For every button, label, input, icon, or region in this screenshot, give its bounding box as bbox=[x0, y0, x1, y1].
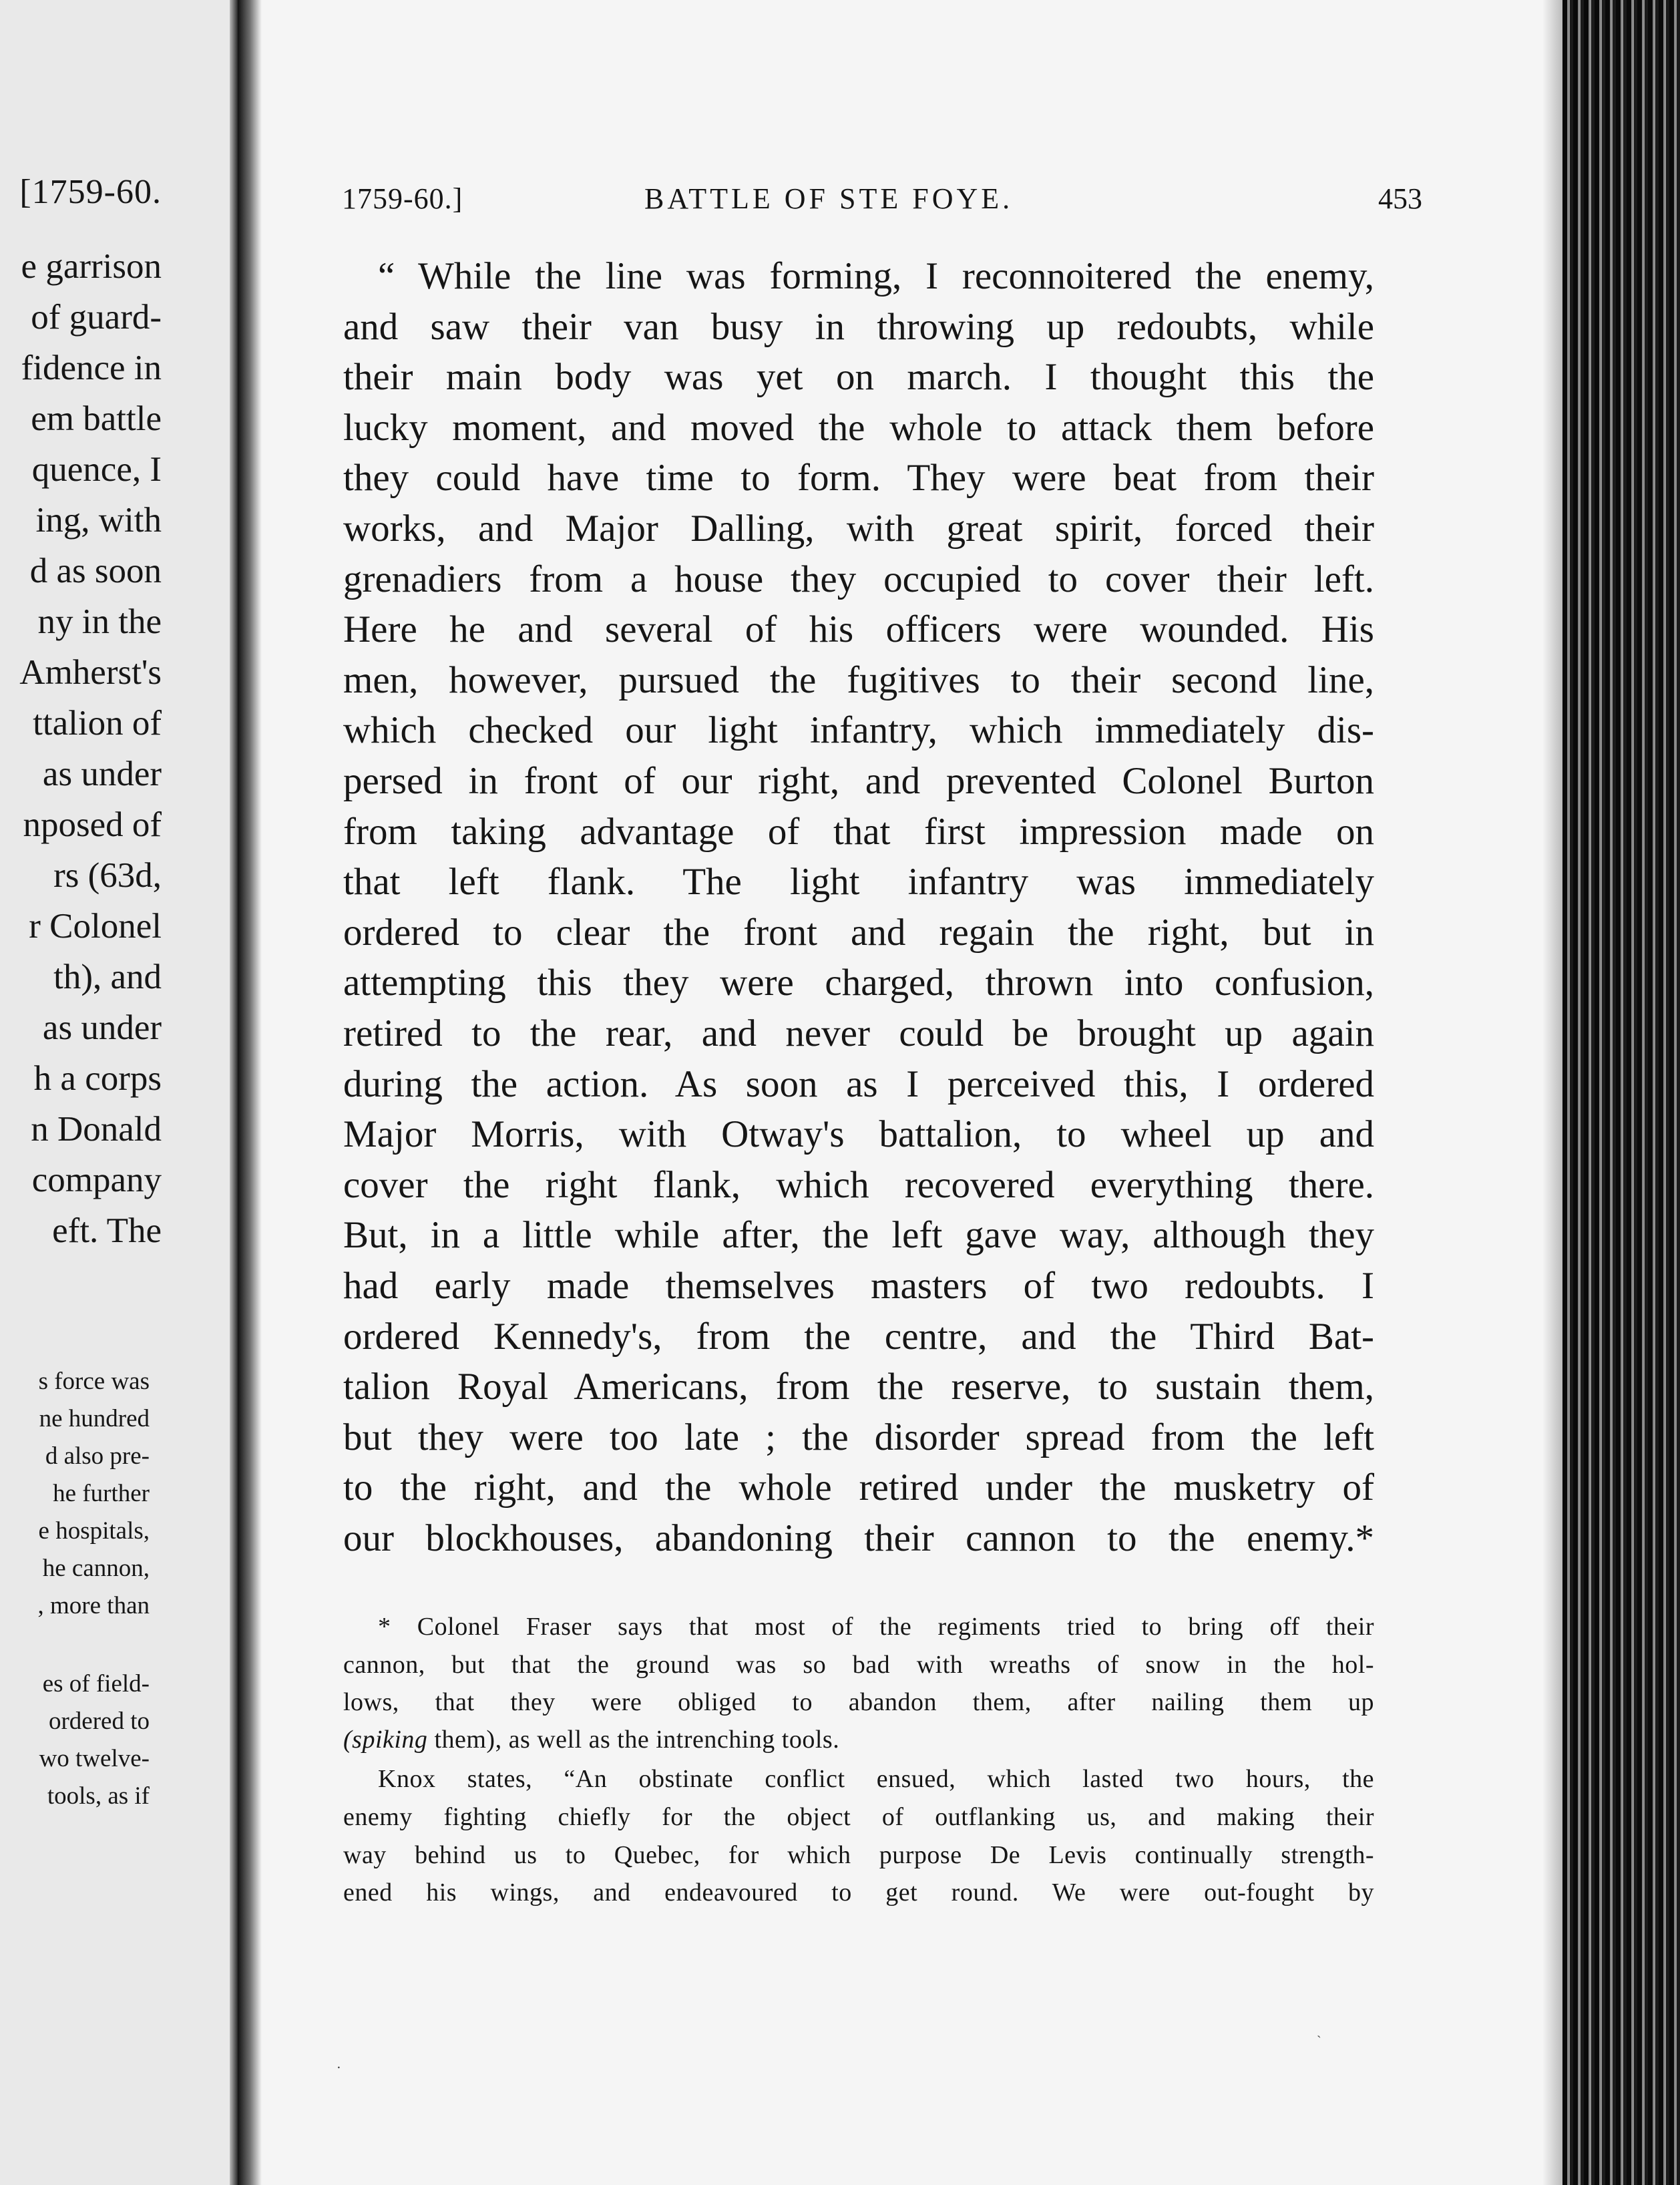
page-number: 453 bbox=[1378, 182, 1422, 215]
left-page-footnote-line: es of field- bbox=[42, 1670, 150, 1698]
left-page-line: Amherst's bbox=[19, 653, 162, 692]
left-page-line: ttalion of bbox=[33, 704, 162, 743]
left-page-line: d as soon bbox=[29, 552, 162, 590]
body-line: lucky moment, and moved the whole to attack them before bbox=[343, 406, 1374, 449]
left-page-footnote-line: ordered to bbox=[48, 1708, 150, 1735]
left-page-line: n Donald bbox=[31, 1110, 162, 1149]
left-page-footnote-line: wo twelve- bbox=[39, 1745, 150, 1772]
running-head bbox=[342, 182, 1562, 222]
body-line: Here he and several of his officers were wounded. His bbox=[343, 608, 1374, 651]
left-page-line: company bbox=[31, 1161, 162, 1199]
left-page-running-head: [1759-60. bbox=[19, 173, 162, 211]
left-page-line: as under bbox=[42, 755, 162, 793]
left-page-line: ing, with bbox=[35, 501, 162, 540]
left-page-line: of guard- bbox=[31, 298, 162, 337]
body-line: to the right, and the whole retired under the musketry of bbox=[343, 1466, 1374, 1509]
footnote-line: ened his wings, and endeavoured to get round. We were out-fought by bbox=[343, 1878, 1374, 1907]
body-line: grenadiers from a house they occupied to cover their left. bbox=[343, 558, 1374, 600]
body-line: our blockhouses, abandoning their cannon to the enemy.* bbox=[343, 1517, 1374, 1559]
body-line: ordered to clear the front and regain the right, but in bbox=[343, 911, 1374, 954]
left-page-line: em battle bbox=[31, 399, 162, 438]
left-page-line: r Colonel bbox=[29, 907, 162, 946]
running-head-title: BATTLE OF STE FOYE. bbox=[644, 182, 1014, 215]
left-page-line: quence, I bbox=[31, 450, 162, 489]
right-page-edge-shadow bbox=[1542, 0, 1562, 2185]
body-line: talion Royal Americans, from the reserve, to sustain them, bbox=[343, 1366, 1374, 1408]
left-page-footnote-line: , more than bbox=[37, 1592, 150, 1619]
left-page-fragment bbox=[0, 0, 238, 2185]
left-page-line: ny in the bbox=[37, 602, 162, 641]
left-page-footnote-line: e hospitals, bbox=[38, 1517, 150, 1545]
body-line: persed in front of our right, and prevented Colonel Burton bbox=[343, 760, 1374, 802]
footnote-line-rest: them), as well as the intrenching tools. bbox=[427, 1726, 840, 1754]
body-line: they could have time to form. They were beat from their bbox=[343, 457, 1374, 500]
body-line: attempting this they were charged, thrown into confusion, bbox=[343, 962, 1374, 1004]
body-line: Major Morris, with Otway's battalion, to wheel up and bbox=[343, 1113, 1374, 1156]
left-page-line: fidence in bbox=[21, 349, 162, 387]
right-page-gutter-shadow bbox=[238, 0, 262, 2185]
body-line: ordered Kennedy's, from the centre, and the Third Bat- bbox=[343, 1315, 1374, 1358]
body-line: had early made themselves masters of two redoubts. I bbox=[343, 1265, 1374, 1307]
left-page-footnote-line: he cannon, bbox=[42, 1555, 150, 1582]
left-page-gutter-shadow bbox=[230, 0, 238, 2185]
body-line: from taking advantage of that first impression made on bbox=[343, 810, 1374, 853]
footnote-line: * Colonel Fraser says that most of the regiments tried to bring off their bbox=[378, 1613, 1374, 1641]
left-page-line: th), and bbox=[53, 958, 162, 996]
running-head-date: 1759-60.] bbox=[342, 182, 463, 215]
book-page-edges bbox=[1562, 0, 1680, 2185]
body-line: their main body was yet on march. I thought this the bbox=[343, 356, 1374, 399]
body-line: retired to the rear, and never could be brought up again bbox=[343, 1012, 1374, 1054]
left-page-line: e garrison bbox=[21, 247, 162, 286]
left-page-footnote-line: ne hundred bbox=[39, 1405, 150, 1432]
footnote-italic-word: (spiking bbox=[343, 1726, 428, 1754]
body-line: works, and Major Dalling, with great spirit, forced their bbox=[343, 508, 1374, 550]
body-line: but they were too late ; the disorder spread from the left bbox=[343, 1416, 1374, 1458]
left-page-line: as under bbox=[42, 1008, 162, 1047]
footnote-line: Knox states, “An obstinate conflict ensued, which lasted two hours, the bbox=[378, 1765, 1374, 1793]
left-page-line: rs (63d, bbox=[53, 856, 162, 895]
left-page-line: nposed of bbox=[23, 805, 162, 844]
print-speck: ˏ bbox=[1317, 2023, 1321, 2038]
footnote-line: cannon, but that the ground was so bad with wreaths of snow in the hol- bbox=[343, 1651, 1374, 1679]
footnote-line: lows, that they were obliged to abandon them, after nailing them up bbox=[343, 1688, 1374, 1716]
left-page-footnote-line: d also pre- bbox=[45, 1442, 150, 1470]
body-line: But, in a little while after, the left gave way, although they bbox=[343, 1214, 1374, 1257]
footnote-line: enemy fighting chiefly for the object of outflanking us, and making their bbox=[343, 1803, 1374, 1831]
left-page-footnote-line: tools, as if bbox=[47, 1782, 150, 1810]
body-line: “ While the line was forming, I reconnoitered the enemy, bbox=[378, 255, 1374, 297]
body-line: and saw their van busy in throwing up redoubts, while bbox=[343, 305, 1374, 348]
body-line: that left flank. The light infantry was immediately bbox=[343, 861, 1374, 904]
left-page-footnote-line: he further bbox=[53, 1480, 150, 1507]
body-line: during the action. As soon as I perceived this, I ordered bbox=[343, 1062, 1374, 1105]
left-page-line: h a corps bbox=[33, 1059, 162, 1098]
left-page-footnote-line: s force was bbox=[38, 1368, 150, 1395]
footnote-line: way behind us to Quebec, for which purpose De Levis continually strength- bbox=[343, 1841, 1374, 1869]
left-page-line: eft. The bbox=[52, 1211, 162, 1250]
print-speck: ․ bbox=[337, 2057, 341, 2071]
body-line: which checked our light infantry, which immediately dis- bbox=[343, 709, 1374, 752]
body-line: men, however, pursued the fugitives to their second line, bbox=[343, 658, 1374, 701]
body-line: cover the right flank, which recovered everything there. bbox=[343, 1163, 1374, 1206]
right-page bbox=[238, 0, 1562, 2185]
footnote-line bbox=[343, 1727, 839, 1752]
